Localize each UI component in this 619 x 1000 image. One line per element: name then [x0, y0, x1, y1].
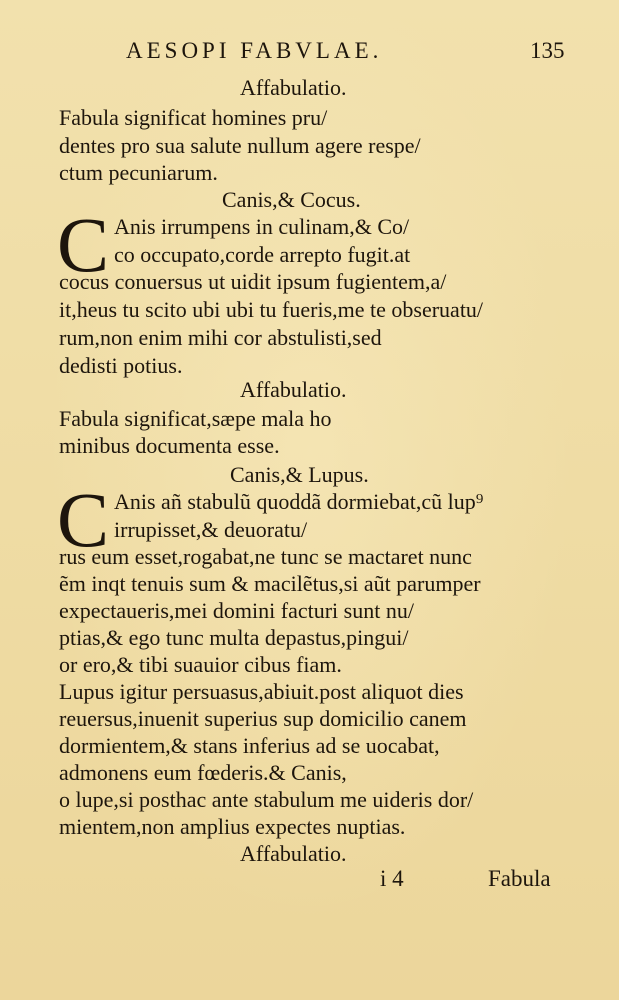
fable-3-line-9: reuersus,inuenit superius sup domicilio canem: [59, 706, 467, 731]
affabulatio-heading-1: Affabulatio.: [240, 75, 347, 100]
fable-title-canis-cocus: Canis,& Cocus.: [222, 187, 361, 212]
fable-3-line-1: Anis añ stabulũ quoddã dormiebat,cũ lup⁹: [114, 489, 484, 514]
page-number: 135: [530, 38, 565, 63]
fable-3-line-7: or ero,& tibi suauior cibus fiam.: [59, 652, 342, 677]
running-title: AESOPI FABVLAE.: [126, 38, 383, 63]
fable-2-line-2: co occupato,corde arrepto fugit.at: [114, 242, 411, 267]
fable-title-canis-lupus: Canis,& Lupus.: [230, 462, 369, 487]
fable-2-line-6: dedisti potius.: [59, 353, 183, 378]
fable-3-line-3: rus eum esset,rogabat,ne tunc se mactaret nunc: [59, 544, 472, 569]
affabulatio-heading-3: Affabulatio.: [240, 841, 347, 866]
moral-1-line-1: Fabula significat homines pru/: [59, 105, 328, 130]
fable-3-line-5: expectaueris,mei domini facturi sunt nu/: [59, 598, 414, 623]
drop-cap-initial: C: [57, 476, 110, 563]
fable-3-line-13: mientem,non amplius expectes nuptias.: [59, 814, 406, 839]
signature-mark: i 4: [380, 866, 404, 891]
fable-3-line-4: ẽm inqt tenuis sum & macilẽtus,si aũt parumper: [59, 571, 481, 596]
catchword: Fabula: [488, 866, 551, 891]
fable-3-line-10: dormientem,& stans inferius ad se uocabat,: [59, 733, 440, 758]
fable-3-line-12: o lupe,si posthac ante stabulum me uideris dor/: [59, 787, 474, 812]
moral-1-line-2: dentes pro sua salute nullum agere respe/: [59, 133, 421, 158]
fable-3-line-6: ptias,& ego tunc multa depastus,pingui/: [59, 625, 409, 650]
affabulatio-heading-2: Affabulatio.: [240, 377, 347, 402]
fable-3-line-2: irrupisset,& deuoratu/: [114, 517, 308, 542]
fable-2-line-4: it,heus tu scito ubi ubi tu fueris,me te obseruatu/: [59, 297, 484, 322]
moral-2-line-2: minibus documenta esse.: [59, 433, 280, 458]
fable-2-line-1: Anis irrumpens in culinam,& Co/: [114, 214, 410, 239]
fable-3-line-11: admonens eum fœderis.& Canis,: [59, 760, 347, 785]
moral-1-line-3: ctum pecuniarum.: [59, 160, 218, 185]
moral-2-line-1: Fabula significat,sæpe mala ho: [59, 406, 332, 431]
fable-3-line-8: Lupus igitur persuasus,abiuit.post aliquot dies: [59, 679, 464, 704]
fable-2-line-3: cocus conuersus ut uidit ipsum fugientem,a/: [59, 269, 447, 294]
drop-cap-initial: C: [57, 201, 110, 288]
fable-2-line-5: rum,non enim mihi cor abstulisti,sed: [59, 325, 382, 350]
